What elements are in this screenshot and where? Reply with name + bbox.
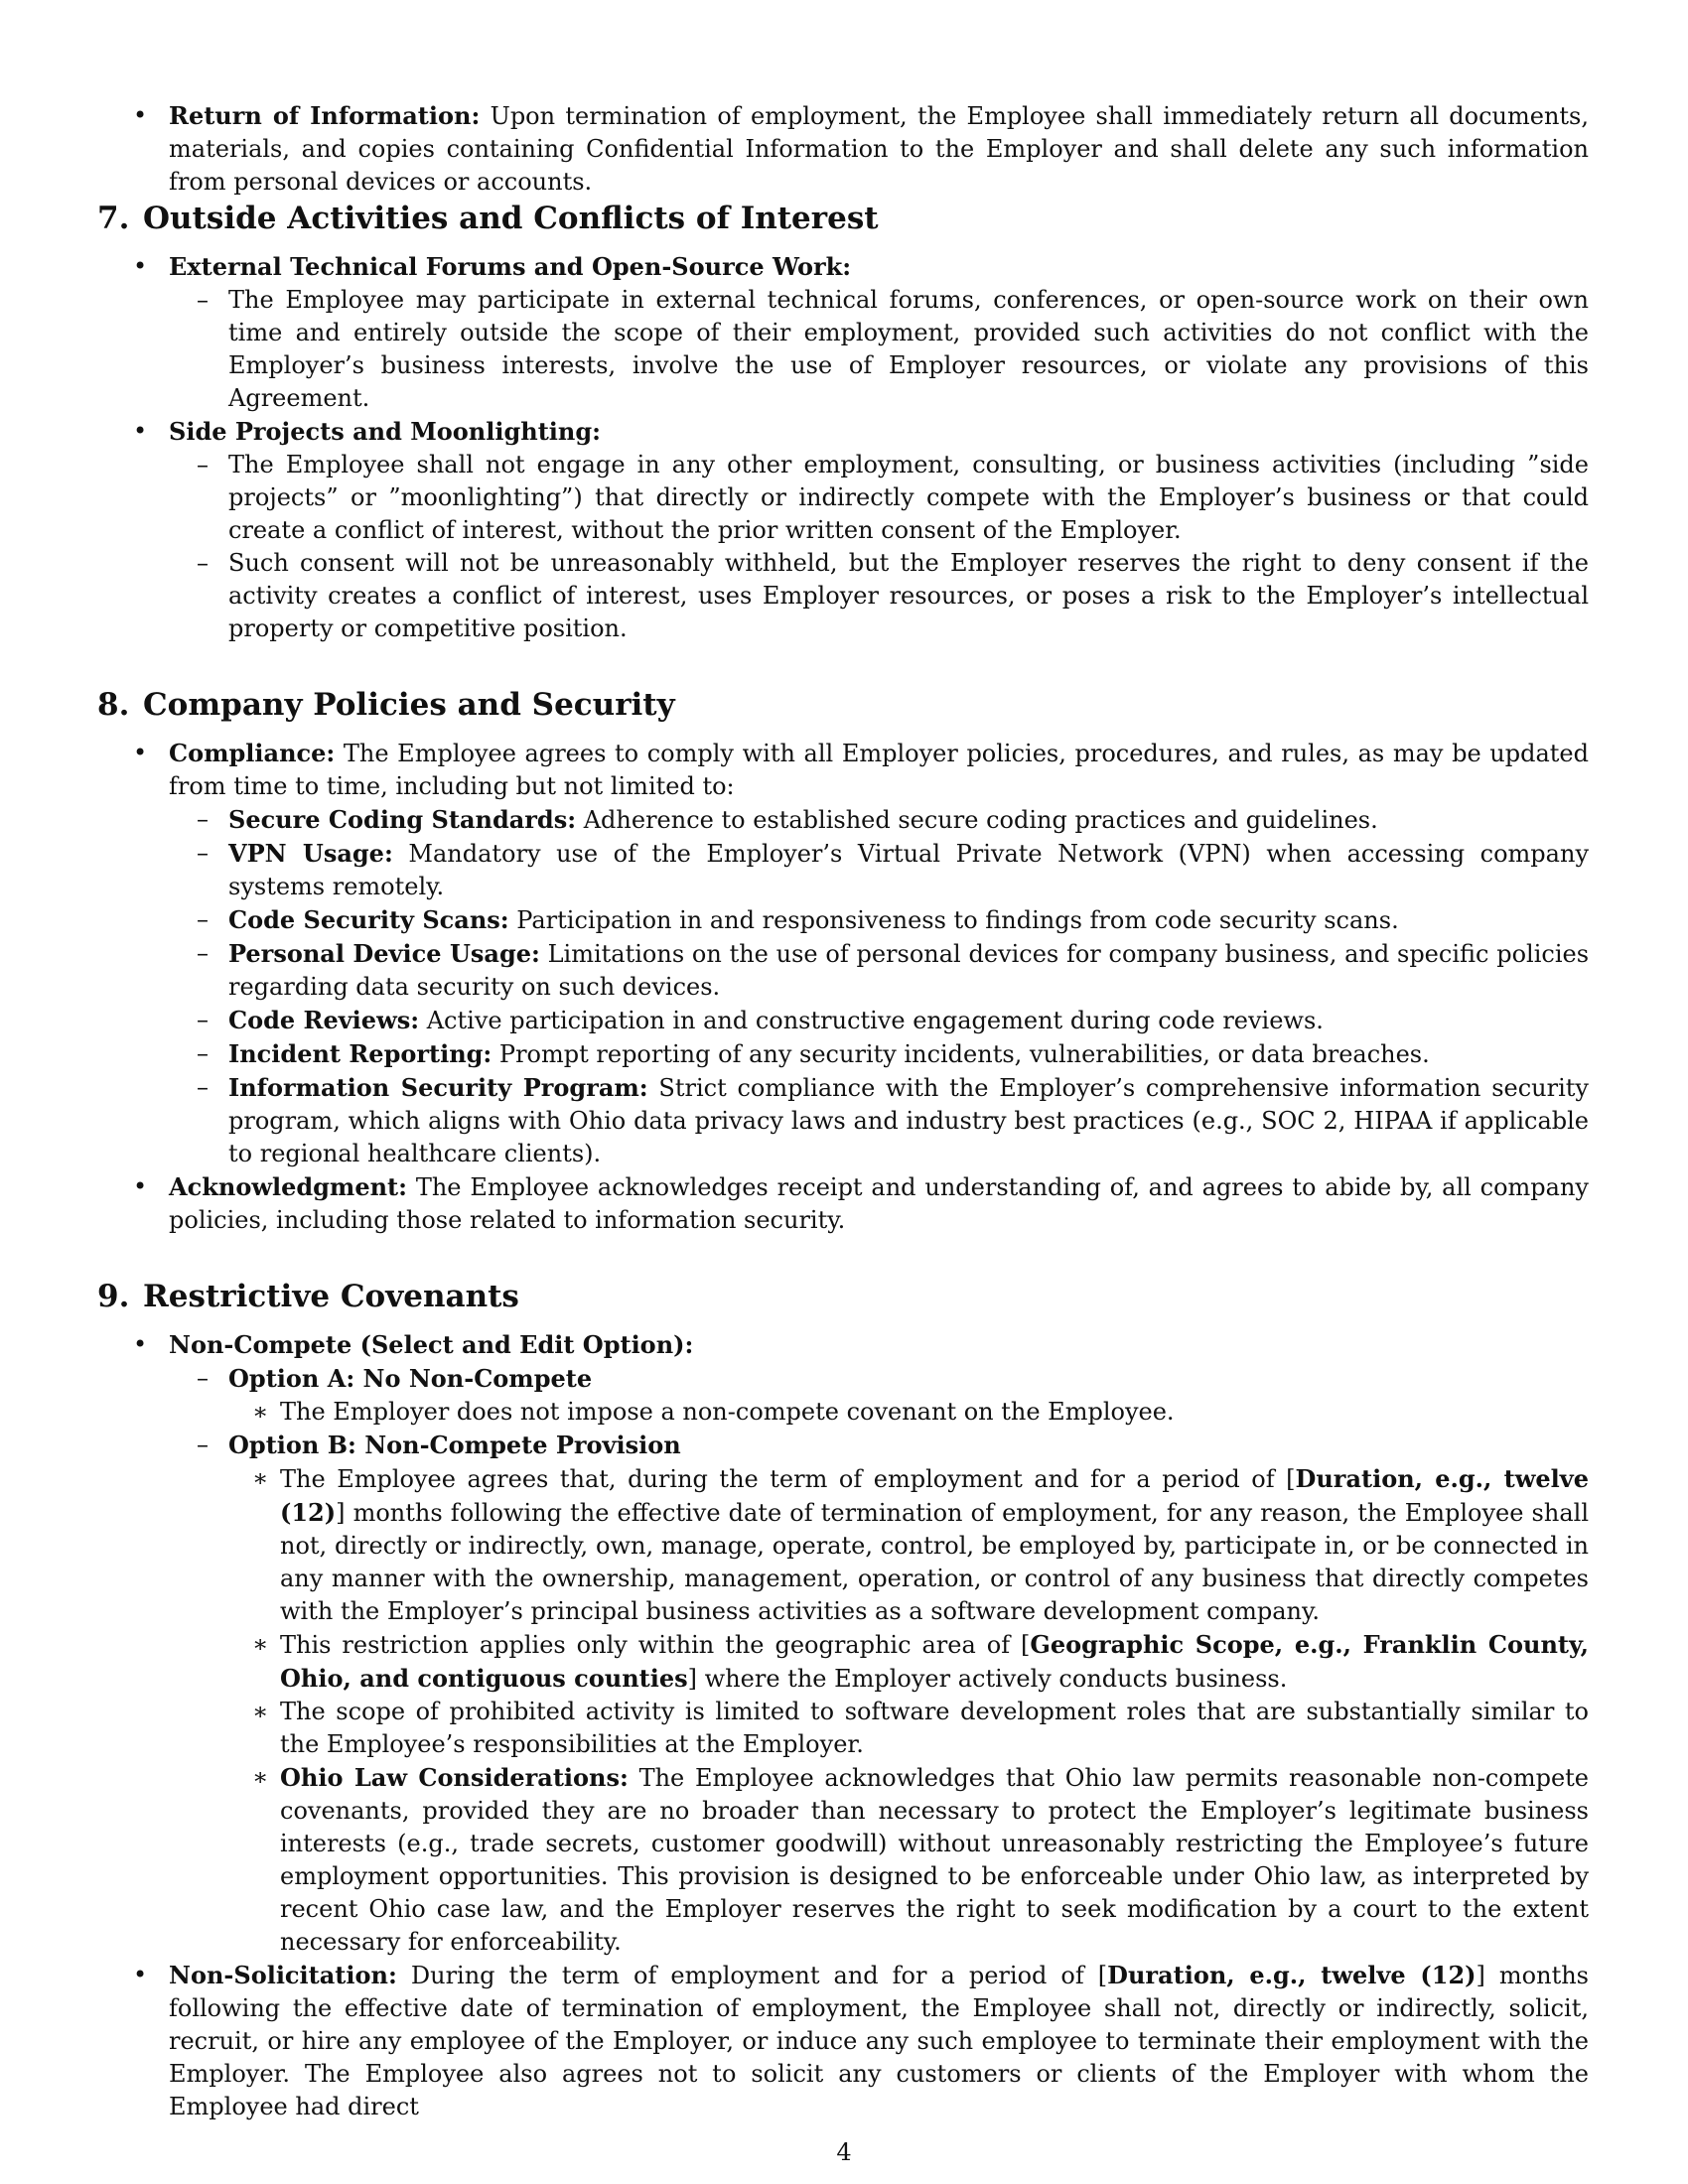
dash-icon: –: [197, 1364, 209, 1392]
option-b-subitem: ∗ This restriction applies only within the geographic area of [Geographic Scope, e.g., Franklin County, Ohio, and contiguous counties] where the Employer actively conducts business.: [252, 1630, 1589, 1693]
bullet-icon: •: [133, 739, 148, 766]
policy-subitem: – Code Reviews: Active participation in and constructive engagement during code reviews.: [197, 1006, 1324, 1034]
non-compete-item: • Non-Compete (Select and Edit Option):: [133, 1330, 694, 1359]
side-projects-subitem: – Such consent will not be unreasonably withheld, but the Employer reserves the right to deny consent if the activity creates a conflict of interest, uses Employer resources, or poses a risk to the Employer’s intellectual property or competitive position.: [197, 549, 1589, 642]
dash-icon: –: [197, 1431, 209, 1458]
compliance-item: • Compliance: The Employee agrees to comply with all Employer policies, procedures, and rules, as may be updated from time to time, including but not limited to:: [133, 739, 1589, 800]
policy-subitem: – Personal Device Usage: Limitations on the use of personal devices for company business, and specific policies regarding data security on such devices.: [197, 939, 1590, 1001]
policy-subitem: – VPN Usage: Mandatory use of the Employer’s Virtual Private Network (VPN) when accessing company systems remotely.: [197, 839, 1589, 900]
bullet-icon: •: [133, 101, 148, 129]
bullet-icon: •: [133, 417, 148, 445]
section-8-heading: 8. Company Policies and Security: [97, 687, 675, 723]
policy-subitem: – Secure Coding Standards: Adherence to established secure coding practices and guidelines.: [197, 805, 1378, 834]
policy-subitem: – Incident Reporting: Prompt reporting of any security incidents, vulnerabilities, or data breaches.: [197, 1039, 1430, 1068]
bullet-icon: •: [133, 1961, 148, 1988]
option-b-subitem: ∗ Ohio Law Considerations: The Employee acknowledges that Ohio law permits reasonable non-compete covenants, provided they are no broader than necessary to protect the Employer’s legitimate business interests (e.g., trade secrets, customer goodwill) without unreasonably restricting the Employee’s future employment opportunities. This provision is designed to be enforceable under Ohio law, as interpreted by recent Ohio case law, and the Employer reserves the right to seek modification by a court to the extent necessary for enforceability.: [252, 1763, 1589, 1956]
acknowledgment-item: • Acknowledgment: The Employee acknowledges receipt and understanding of, and agrees to abide by, all company policies, including those related to information security.: [133, 1172, 1589, 1234]
asterisk-icon: ∗: [252, 1630, 269, 1658]
bullet-icon: •: [133, 252, 148, 280]
dash-icon: –: [197, 1006, 209, 1033]
asterisk-icon: ∗: [252, 1464, 269, 1492]
non-solicitation-item: • Non-Solicitation: During the term of employment and for a period of [Duration, e.g., twelve (12)] months following the effective date of termination of employment, the Employee shall not, directly or indirectly, solicit, recruit, or hire any employee of the Employer, or induce any such employee to terminate their employment with the Employer. The Employee also agrees not to solicit any customers or clients of the Employer with whom the Employee had direct: [133, 1961, 1589, 2120]
dash-icon: –: [197, 1039, 209, 1067]
page-number: 4: [836, 2138, 852, 2166]
forums-subitem: – The Employee may participate in external technical forums, conferences, or open-source work on their own time and entirely outside the scope of their employment, provided such activities do not conflict with the Employer’s business interests, involve the use of Employer resources, or violate any provisions of this Agreement.: [197, 286, 1589, 412]
side-projects-item: • Side Projects and Moonlighting:: [133, 417, 601, 446]
section-7-heading: 7. Outside Activities and Conflicts of Interest: [97, 201, 879, 236]
dash-icon: –: [197, 286, 209, 314]
dash-icon: –: [197, 549, 209, 577]
policy-subitem: – Code Security Scans: Participation in and responsiveness to findings from code security scans.: [197, 905, 1399, 934]
bullet-icon: •: [133, 1172, 148, 1200]
option-b-item: – Option B: Non-Compete Provision: [197, 1431, 681, 1459]
dash-icon: –: [197, 451, 209, 478]
bullet-icon: •: [133, 1330, 148, 1358]
option-a-item: – Option A: No Non-Compete: [197, 1364, 593, 1393]
option-b-subitem: ∗ The scope of prohibited activity is limited to software development roles that are substantially similar to the Employee’s responsibilities at the Employer.: [252, 1698, 1589, 1758]
document-page: [97, 99, 1589, 2124]
forums-item: • External Technical Forums and Open-Source Work:: [133, 252, 852, 281]
option-a-subitem: ∗ The Employer does not impose a non-compete covenant on the Employee.: [97, 1396, 1589, 1429]
asterisk-icon: ∗: [252, 1698, 269, 1725]
return-of-information-item: • Return of Information: Upon termination of employment, the Employee shall immediately return all documents, materials, and copies containing Confidential Information to the Employer and shall delete any such information from personal devices or accounts.: [133, 101, 1589, 196]
section-9-heading: 9. Restrictive Covenants: [97, 1279, 519, 1314]
side-projects-subitem: – The Employee shall not engage in any other employment, consulting, or business activities (including ”side projects” or ”moonlighting”) that directly or indirectly compete with the Employer’s business or that could create a conflict of interest, without the prior written consent of the Employer.: [197, 451, 1589, 544]
asterisk-icon: ∗: [252, 1398, 269, 1426]
option-b-subitem: ∗ The Employee agrees that, during the term of employment and for a period of [Duration, e.g., twelve (12)] months following the effective date of termination of employment, for any reason, the Employee shall not, directly or indirectly, own, manage, operate, control, be employed by, participate in, or be connected in any manner with the ownership, management, operation, or control of any business that directly competes with the Employer’s principal business activities as a software development company.: [252, 1464, 1589, 1625]
policy-subitem: – Information Security Program: Strict compliance with the Employer’s comprehensive information security program, which aligns with Ohio data privacy laws and industry best practices (e.g., SOC 2, HIPAA if applicable to regional healthcare clients).: [197, 1073, 1589, 1167]
dash-icon: –: [197, 805, 209, 833]
dash-icon: –: [197, 939, 209, 967]
dash-icon: –: [197, 839, 209, 867]
asterisk-icon: ∗: [252, 1763, 269, 1791]
dash-icon: –: [197, 905, 209, 933]
dash-icon: –: [197, 1073, 209, 1101]
